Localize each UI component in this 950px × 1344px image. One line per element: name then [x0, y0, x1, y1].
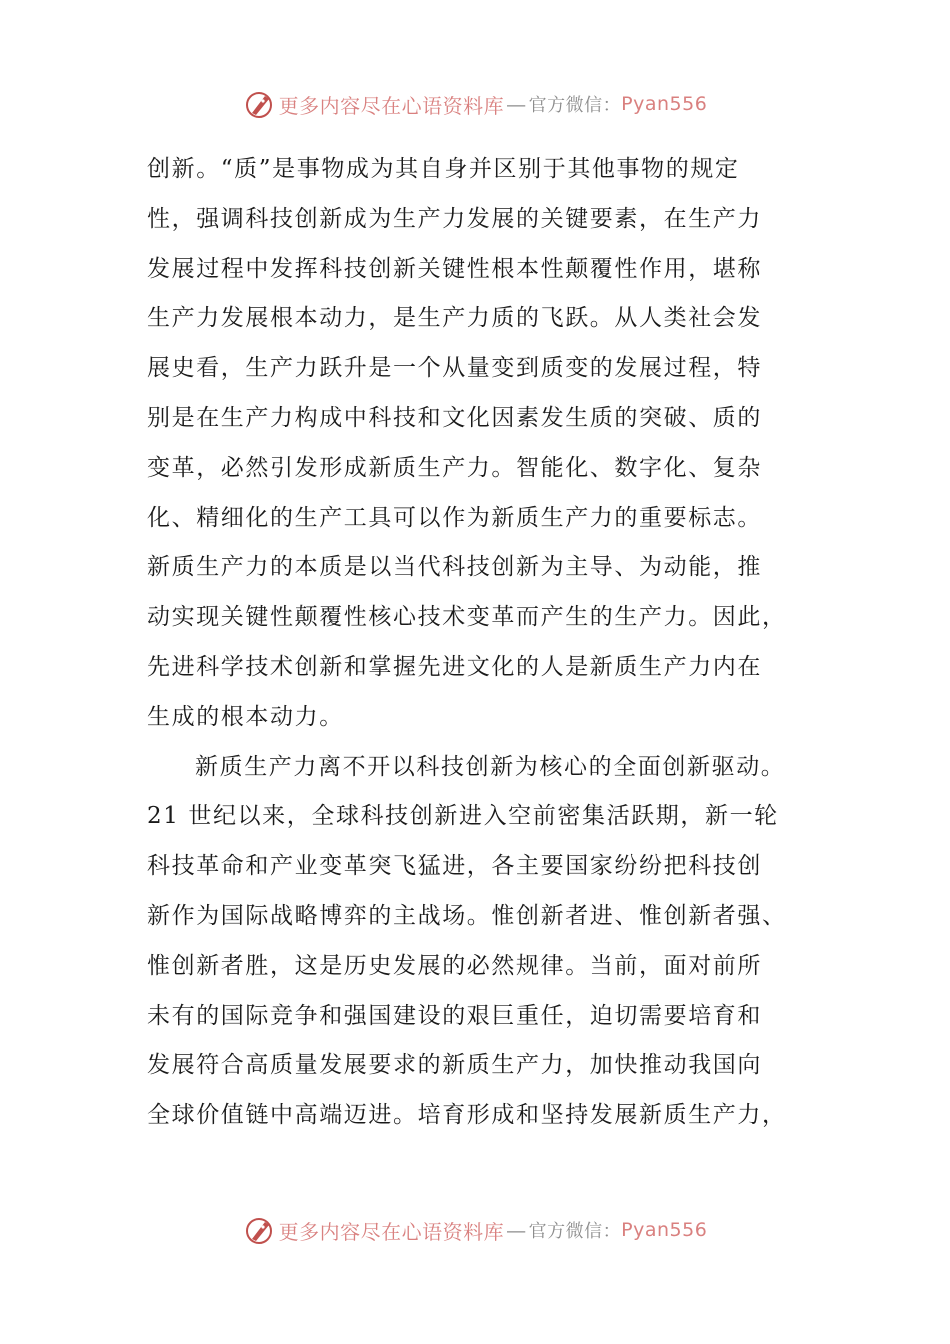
text-line: 动实现关键性颠覆性核心技术变革而产生的生产力。因此，: [147, 604, 787, 631]
footer-watermark: [0, 1210, 950, 1250]
watermark-dash: —: [506, 92, 527, 116]
text-line: 先进科学技术创新和掌握先进文化的人是新质生产力内在: [147, 653, 762, 680]
watermark-wechat-id: Pyan556: [621, 1219, 708, 1241]
text-line: 21 世纪以来，全球科技创新进入空前密集活跃期，新一轮: [147, 803, 779, 830]
watermark-title: 更多内容尽在心语资料库: [278, 1219, 505, 1244]
text-line: 生成的根本动力。: [147, 703, 344, 730]
text-line: 新作为国际战略博弈的主战场。惟创新者进、惟创新者强、: [147, 902, 787, 929]
text-line: 新质生产力离不开以科技创新为核心的全面创新驱动。: [195, 753, 786, 780]
header-watermark: [0, 84, 950, 124]
text-line: 创新。“质”是事物成为其自身并区别于其他事物的规定: [147, 156, 740, 182]
document-body: [147, 145, 797, 1141]
text-line: 新质生产力的本质是以当代科技创新为主导、为动能，推: [147, 554, 762, 581]
text-line: 发展过程中发挥科技创新关键性根本性颠覆性作用，堪称: [147, 255, 762, 282]
pen-nib-circle-icon: [243, 1214, 275, 1246]
watermark-label: 官方微信：: [528, 95, 622, 116]
text-line: 生产力发展根本动力，是生产力质的飞跃。从人类社会发: [147, 305, 762, 332]
text-line: 变革，必然引发形成新质生产力。智能化、数字化、复杂: [147, 454, 762, 481]
watermark-title: 更多内容尽在心语资料库: [278, 93, 505, 118]
text-line: 化、精细化的生产工具可以作为新质生产力的重要标志。: [147, 504, 762, 531]
text-line: 全球价值链中高端迈进。培育形成和坚持发展新质生产力，: [147, 1102, 787, 1129]
text-line: 科技革命和产业变革突飞猛进，各主要国家纷纷把科技创: [147, 853, 762, 880]
text-line: 性，强调科技创新成为生产力发展的关键要素，在生产力: [147, 205, 762, 232]
watermark-label: 官方微信：: [528, 1221, 622, 1242]
text-line: 展史看，生产力跃升是一个从量变到质变的发展过程，特: [147, 355, 762, 382]
watermark-wechat-id: Pyan556: [621, 93, 708, 115]
text-line: 发展符合高质量发展要求的新质生产力，加快推动我国向: [147, 1052, 762, 1079]
text-line: 惟创新者胜，这是历史发展的必然规律。当前，面对前所: [147, 952, 762, 979]
text-line: 别是在生产力构成中科技和文化因素发生质的突破、质的: [147, 404, 762, 431]
text-line: 未有的国际竞争和强国建设的艰巨重任，迫切需要培育和: [147, 1002, 762, 1029]
pen-nib-circle-icon: [243, 88, 275, 120]
watermark-dash: —: [506, 1218, 527, 1242]
